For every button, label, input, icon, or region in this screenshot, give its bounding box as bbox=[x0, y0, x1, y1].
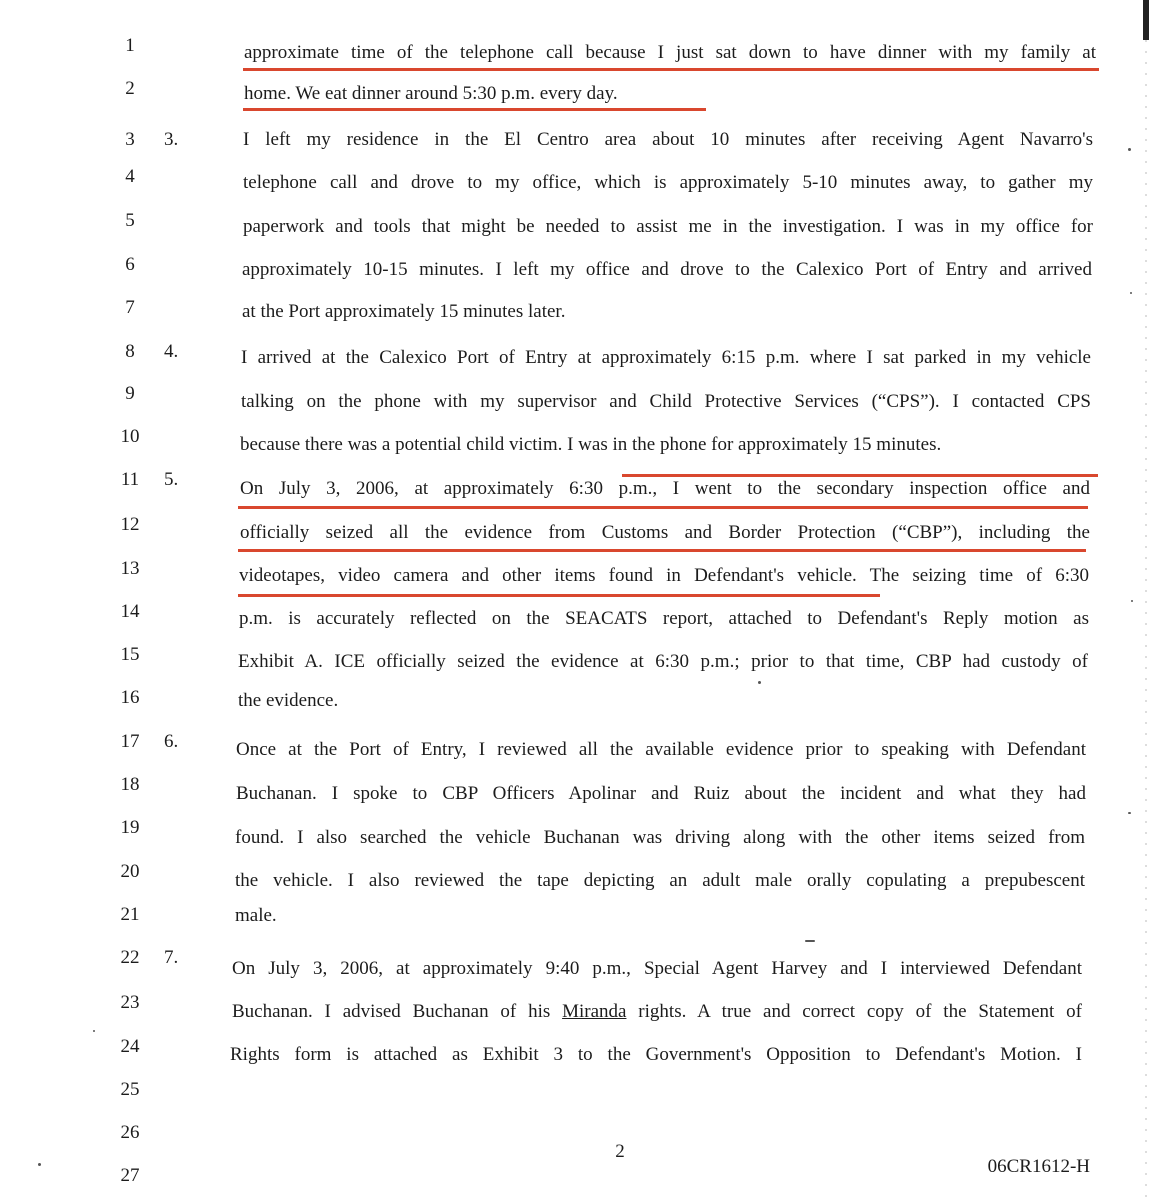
line-number-16: 16 bbox=[120, 687, 140, 708]
highlight-underline-line-12 bbox=[238, 506, 1088, 509]
text-line-20: the vehicle. I also reviewed the tape depicting an adult male orally copulating a prepubescent bbox=[235, 870, 1085, 891]
paragraph-number-5: 5. bbox=[164, 469, 179, 490]
text-line-7: at the Port approximately 15 minutes later. bbox=[242, 301, 566, 322]
line-number-2: 2 bbox=[125, 78, 135, 99]
scan-speck bbox=[1130, 292, 1132, 294]
text-line-6: approximately 10-15 minutes. I left my office and drove to the Calexico Port of Entry and arrived bbox=[242, 259, 1092, 280]
line-number-13: 13 bbox=[120, 558, 140, 579]
scan-speck bbox=[1128, 148, 1131, 151]
highlight-underline-line-13b bbox=[238, 594, 880, 597]
text-line-24: Rights form is attached as Exhibit 3 to the Government's Opposition to Defendant's Motion. I bbox=[230, 1044, 1082, 1065]
paragraph-number-7: 7. bbox=[164, 947, 179, 968]
line-number-21: 21 bbox=[120, 904, 140, 925]
text-line-13: videotapes, video camera and other items found in Defendant's vehicle. The seizing time of 6:30 bbox=[239, 565, 1089, 586]
line-number-23: 23 bbox=[120, 992, 140, 1013]
text-line-17: Once at the Port of Entry, I reviewed all the available evidence prior to speaking with Defendant bbox=[236, 739, 1086, 760]
paragraph-number-4: 4. bbox=[164, 341, 179, 362]
text-line-5: paperwork and tools that might be needed to assist me in the investigation. I was in my office for bbox=[243, 216, 1093, 237]
line-number-26: 26 bbox=[120, 1122, 140, 1143]
line-number-4: 4 bbox=[125, 166, 135, 187]
line-number-20: 20 bbox=[120, 861, 140, 882]
text-line-4: telephone call and drove to my office, which is approximately 5-10 minutes away, to gather my bbox=[243, 172, 1093, 193]
scan-speck bbox=[805, 940, 815, 942]
case-number: 06CR1612-H bbox=[987, 1156, 1090, 1177]
line-number-19: 19 bbox=[120, 817, 140, 838]
paragraph-number-3: 3. bbox=[164, 129, 179, 150]
text-line-23-end: rights. A true and correct copy of the Statement of bbox=[626, 1001, 1082, 1022]
line-number-6: 6 bbox=[125, 254, 135, 275]
text-line-10: because there was a potential child victim. I was in the phone for approximately 15 minutes. bbox=[240, 434, 942, 455]
line-number-24: 24 bbox=[120, 1036, 140, 1057]
text-line-21: male. bbox=[235, 905, 277, 926]
miranda-underlined: Miranda bbox=[562, 1001, 627, 1022]
text-line-2: home. We eat dinner around 5:30 p.m. every day. bbox=[244, 83, 618, 104]
line-number-1: 1 bbox=[125, 35, 135, 56]
text-line-23 bbox=[232, 1001, 1082, 1023]
scan-speck bbox=[93, 1030, 95, 1032]
line-number-8: 8 bbox=[125, 341, 135, 362]
text-line-12: officially seized all the evidence from Customs and Border Protection (“CBP”), including the bbox=[240, 522, 1090, 543]
text-line-8: I arrived at the Calexico Port of Entry at approximately 6:15 p.m. where I sat parked in my vehicle bbox=[241, 347, 1091, 368]
highlight-underline-line-1 bbox=[243, 68, 1099, 71]
line-number-7: 7 bbox=[125, 297, 135, 318]
line-number-18: 18 bbox=[120, 774, 140, 795]
highlight-underline-line-13 bbox=[238, 549, 1086, 552]
text-line-3: I left my residence in the El Centro area about 10 minutes after receiving Agent Navarro's bbox=[243, 129, 1093, 150]
line-number-15: 15 bbox=[120, 644, 140, 665]
line-number-3: 3 bbox=[125, 129, 135, 150]
line-number-25: 25 bbox=[120, 1079, 140, 1100]
text-line-22: On July 3, 2006, at approximately 9:40 p.m., Special Agent Harvey and I interviewed Defendant bbox=[232, 958, 1082, 979]
text-line-14: p.m. is accurately reflected on the SEACATS report, attached to Defendant's Reply motion as bbox=[239, 608, 1089, 629]
line-number-12: 12 bbox=[120, 514, 140, 535]
scan-speck bbox=[758, 681, 761, 684]
line-number-17: 17 bbox=[120, 731, 140, 752]
line-number-5: 5 bbox=[125, 210, 135, 231]
scan-speck bbox=[1131, 600, 1133, 602]
text-line-9: talking on the phone with my supervisor and Child Protective Services (“CPS”). I contacted CPS bbox=[241, 391, 1091, 412]
text-line-11: On July 3, 2006, at approximately 6:30 p.m., I went to the secondary inspection office and bbox=[240, 478, 1090, 499]
highlight-underline-line-11 bbox=[622, 474, 1098, 477]
page-number: 2 bbox=[615, 1141, 625, 1162]
text-line-18: Buchanan. I spoke to CBP Officers Apolinar and Ruiz about the incident and what they had bbox=[236, 783, 1086, 804]
text-line-1: approximate time of the telephone call because I just sat down to have dinner with my family at bbox=[244, 42, 1096, 63]
line-number-22: 22 bbox=[120, 947, 140, 968]
scan-speck bbox=[1128, 812, 1131, 814]
line-number-9: 9 bbox=[125, 383, 135, 404]
scan-speck bbox=[38, 1163, 41, 1166]
line-number-27: 27 bbox=[120, 1165, 140, 1186]
text-line-15: Exhibit A. ICE officially seized the evidence at 6:30 p.m.; prior to that time, CBP had custody of bbox=[238, 651, 1088, 672]
line-number-11: 11 bbox=[120, 469, 140, 490]
text-line-16: the evidence. bbox=[238, 690, 339, 711]
line-number-14: 14 bbox=[120, 601, 140, 622]
text-line-19: found. I also searched the vehicle Buchanan was driving along with the other items seized from bbox=[235, 827, 1085, 848]
scan-edge-artifact bbox=[1135, 0, 1149, 1200]
paragraph-number-6: 6. bbox=[164, 731, 179, 752]
text-line-23-start: Buchanan. I advised Buchanan of his bbox=[232, 1001, 563, 1022]
highlight-underline-line-2 bbox=[243, 108, 706, 111]
line-number-10: 10 bbox=[120, 426, 140, 447]
